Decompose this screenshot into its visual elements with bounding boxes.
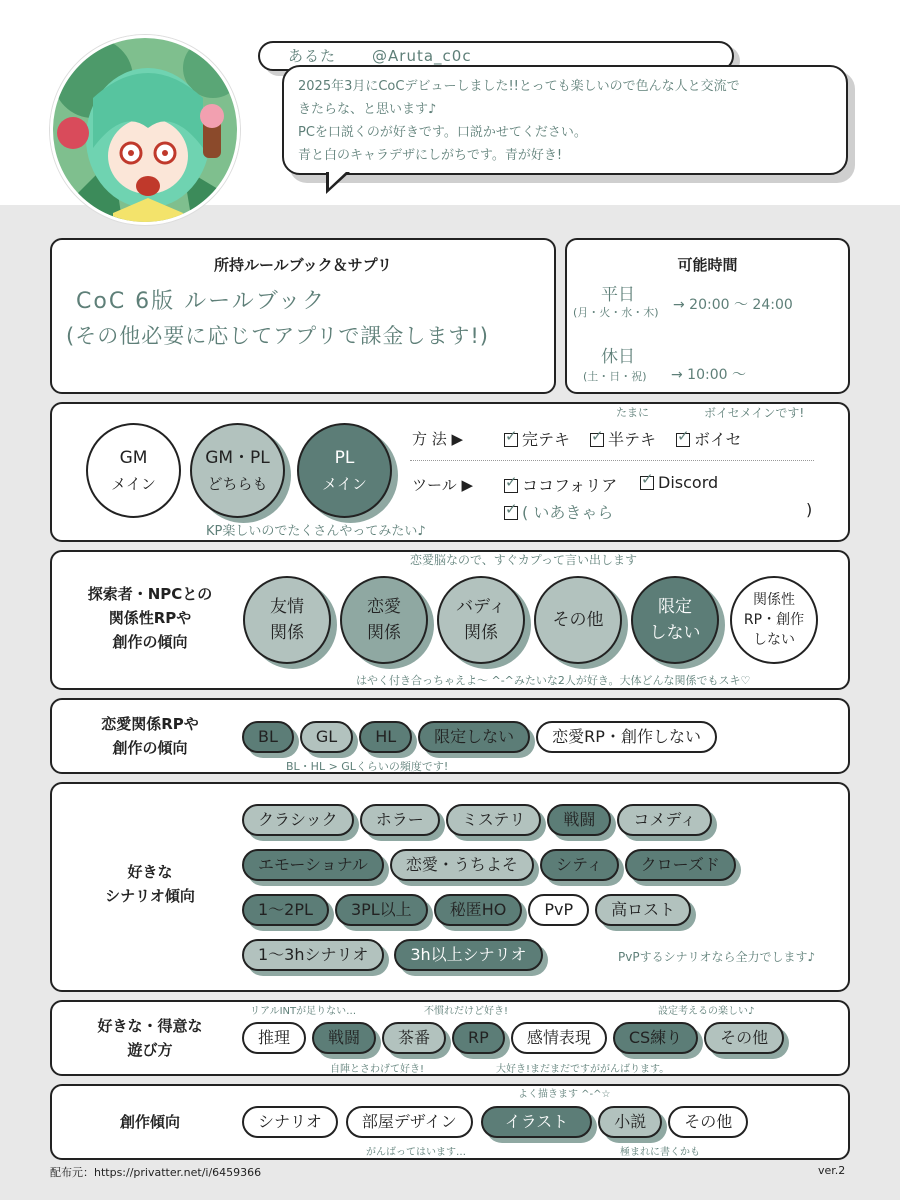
option-text: ( いあきゃら xyxy=(522,503,614,522)
creative-pill: イラスト xyxy=(481,1106,593,1138)
scenario-pill: 秘匿HO xyxy=(434,894,523,926)
tool-close-paren: ) xyxy=(806,500,813,519)
footer-source[interactable]: 配布元：https://privatter.net/i/6459366 xyxy=(50,1166,262,1179)
rulebook-title: 所持ルールブック＆サプリ xyxy=(213,256,393,274)
circle-text: RP・創作 xyxy=(743,612,805,628)
method-option xyxy=(590,427,656,450)
circle-text: 関係 xyxy=(464,623,498,643)
option-text: 完テキ xyxy=(522,430,571,449)
scenario-pill: ミステリ xyxy=(446,804,542,836)
circle-text: しない xyxy=(753,632,795,648)
pill-wrap xyxy=(242,849,384,881)
scenario-pill: ホラー xyxy=(360,804,440,836)
romance-pill-none: 恋愛RP・創作しない xyxy=(536,721,717,753)
romance-pill-bl: BL xyxy=(242,721,294,753)
tool-label: ツール ▶ xyxy=(412,476,474,494)
circle-text: 限定 xyxy=(658,597,692,617)
scenario-pill: 高ロスト xyxy=(595,894,691,926)
romance-pill-gl: GL xyxy=(300,721,353,753)
label-line: 好きな xyxy=(127,863,173,881)
pill-wrap xyxy=(300,721,353,753)
pill-wrap xyxy=(613,1022,698,1054)
creative-pill: 部屋デザイン xyxy=(346,1106,473,1138)
circle-text: その他 xyxy=(552,610,604,630)
rulebook-box xyxy=(50,238,556,394)
pill-wrap xyxy=(418,721,530,753)
bio-bubble xyxy=(282,65,848,175)
relation-unlimited-circle xyxy=(631,576,719,664)
bio-line: PCを口説くのが好きです。口説かせてください。 xyxy=(298,125,587,140)
time-box xyxy=(565,238,850,394)
pill-wrap xyxy=(528,894,589,926)
rulebook-line2: (その他必要に応じてアプリで課金します!) xyxy=(66,324,489,348)
relation-buddy-circle xyxy=(437,576,525,664)
pill-wrap xyxy=(382,1022,446,1054)
pill-wrap xyxy=(481,1106,593,1138)
play-note: 設定考えるの楽しい♪ xyxy=(658,1006,755,1017)
method-label: 方 法 ▶ xyxy=(412,430,464,448)
scenario-pill: 3PL以上 xyxy=(335,894,428,926)
pill-wrap xyxy=(242,804,354,836)
bubble-tail-inner xyxy=(329,171,347,188)
relation-friendship-circle xyxy=(243,576,331,664)
circle-text: 関係 xyxy=(270,623,304,643)
label-line: 関係性RPや xyxy=(108,609,192,627)
pill-wrap xyxy=(598,1106,662,1138)
scenario-pill: 恋愛・うちよそ xyxy=(390,849,534,881)
creative-pill: シナリオ xyxy=(242,1106,338,1138)
option-text: Discord xyxy=(658,473,719,492)
dotted-divider xyxy=(410,460,814,461)
checkbox-checked-icon xyxy=(504,433,518,447)
method-note-voice: ボイセメインです! xyxy=(704,406,805,420)
scenario-pill: PvP xyxy=(528,894,589,926)
pill-wrap xyxy=(625,849,736,881)
method-option xyxy=(676,427,742,450)
label-line: 探索者・NPCとの xyxy=(87,585,213,603)
weekday-label: 平日 xyxy=(601,285,635,305)
pill-wrap xyxy=(242,1106,338,1138)
scenario-note: PvPするシナリオなら全力でします♪ xyxy=(618,950,816,964)
weekday-days: (月・火・水・木) xyxy=(573,306,659,319)
relation-note-top: 恋愛脳なので、すぐカプって言い出します xyxy=(410,553,638,567)
label-line: 恋愛関係RPや xyxy=(101,715,199,733)
pill-wrap xyxy=(242,939,384,971)
creative-note: 極まれに書くかも xyxy=(620,1147,700,1158)
label-line: 創作の傾向 xyxy=(112,739,188,757)
pill-wrap xyxy=(390,849,534,881)
circle-text: GM・PL xyxy=(205,447,270,468)
option-text: 半テキ xyxy=(608,430,657,449)
pill-wrap xyxy=(540,849,619,881)
creative-label: 創作傾向 xyxy=(119,1113,180,1131)
holiday-time: → 10:00 ～ xyxy=(671,367,746,383)
method-option xyxy=(504,427,570,450)
bio-line: 2025年3月にCoCデビューしました!!とっても楽しいので色んな人と交流で xyxy=(298,79,740,94)
scenario-row-2 xyxy=(242,849,736,881)
checkbox-checked-icon xyxy=(676,433,690,447)
option-text: ココフォリア xyxy=(522,476,618,495)
option-text: ボイセ xyxy=(694,430,742,449)
profile-handle: @Aruta_c0c xyxy=(372,47,472,65)
scenario-row-4 xyxy=(242,939,543,971)
play-label xyxy=(62,1014,238,1062)
relation-other-circle xyxy=(534,576,622,664)
method-note-occasionally: たまに xyxy=(616,406,649,419)
romance-note: BL・HL > GLくらいの頻度です! xyxy=(286,760,449,773)
play-note: リアルINTが足りない… xyxy=(250,1006,357,1017)
romance-label xyxy=(62,712,238,760)
circle-text: 友情 xyxy=(270,597,304,617)
scenario-pill: クローズド xyxy=(625,849,736,881)
play-pill: 推理 xyxy=(242,1022,306,1054)
circle-text: メイン xyxy=(322,474,367,493)
gm-pl-both-circle xyxy=(190,423,285,518)
scenario-pill: 戦闘 xyxy=(547,804,611,836)
creative-pill: その他 xyxy=(668,1106,748,1138)
pill-wrap xyxy=(312,1022,376,1054)
pill-wrap xyxy=(452,1022,505,1054)
footer-version: ver.2 xyxy=(818,1164,846,1177)
checkbox-checked-icon xyxy=(590,433,604,447)
time-title: 可能時間 xyxy=(677,256,738,274)
label-line: 創作の傾向 xyxy=(112,633,188,651)
creative-note: がんばってはいます… xyxy=(366,1147,466,1158)
tool-option-other xyxy=(504,500,613,523)
pill-wrap xyxy=(547,804,611,836)
scenario-pill: エモーショナル xyxy=(242,849,384,881)
scenario-row-3 xyxy=(242,894,691,926)
profile-name: あるた xyxy=(288,47,337,65)
pill-wrap xyxy=(360,804,440,836)
play-note: 不慣れだけど好き! xyxy=(424,1006,509,1017)
scenario-pill: クラシック xyxy=(242,804,354,836)
circle-text: PL xyxy=(334,447,355,468)
pill-wrap xyxy=(434,894,523,926)
circle-text: メイン xyxy=(111,474,156,493)
pill-wrap xyxy=(242,721,294,753)
scenario-pill: 1～3hシナリオ xyxy=(242,939,384,971)
play-pill: 感情表現 xyxy=(511,1022,607,1054)
romance-pill-unlimited: 限定しない xyxy=(418,721,530,753)
checkbox-checked-icon xyxy=(504,506,518,520)
label-line: 遊び方 xyxy=(127,1041,173,1059)
rulebook-line1: CoC 6版 ルールブック xyxy=(76,289,327,314)
relation-note-bottom: はやく付き合っちゃえよ～ ^-^みたいな2人が好き。大体どんな関係でもスキ♡ xyxy=(356,674,751,687)
relation-romance-circle xyxy=(340,576,428,664)
pill-wrap xyxy=(242,1022,306,1054)
checkbox-checked-icon xyxy=(640,476,654,490)
play-pills xyxy=(242,1022,784,1054)
creative-pills xyxy=(242,1106,748,1138)
pill-wrap xyxy=(359,721,412,753)
holiday-days: (土・日・祝) xyxy=(583,370,647,383)
pill-wrap xyxy=(346,1106,473,1138)
circle-text: しない xyxy=(649,623,701,643)
play-note: 自陣とさわげて好き! xyxy=(330,1064,425,1075)
avatar xyxy=(50,35,240,225)
scenario-pill: 3h以上シナリオ xyxy=(394,939,542,971)
circle-text: バディ xyxy=(456,597,506,617)
role-note: KP楽しいのでたくさんやってみたい♪ xyxy=(206,524,426,539)
holiday-label: 休日 xyxy=(601,347,635,367)
pill-wrap xyxy=(595,894,691,926)
creative-pill: 小説 xyxy=(598,1106,662,1138)
creative-note: よく描きます ^-^☆ xyxy=(518,1089,611,1100)
pill-wrap xyxy=(668,1106,748,1138)
tool-option xyxy=(640,473,718,492)
checkbox-checked-icon xyxy=(504,479,518,493)
romance-pill-hl: HL xyxy=(359,721,412,753)
label-line: 好きな・得意な xyxy=(97,1017,203,1035)
circle-text: 関係性 xyxy=(753,592,795,608)
play-pill: 戦闘 xyxy=(312,1022,376,1054)
pill-wrap xyxy=(335,894,428,926)
pill-wrap xyxy=(617,804,712,836)
relation-none-circle xyxy=(730,576,818,664)
label-line: シナリオ傾向 xyxy=(105,887,195,905)
play-pill: RP xyxy=(452,1022,505,1054)
pl-main-circle xyxy=(297,423,392,518)
pill-wrap xyxy=(511,1022,607,1054)
bio-line: きたらな、と思います♪ xyxy=(298,102,437,117)
play-pill: 茶番 xyxy=(382,1022,446,1054)
circle-text: 恋愛 xyxy=(367,597,401,617)
pill-wrap xyxy=(242,894,329,926)
scenario-label xyxy=(62,860,238,908)
scenario-pill: 1～2PL xyxy=(242,894,329,926)
relation-label xyxy=(62,582,238,654)
gm-main-circle xyxy=(86,423,181,518)
circle-text: GM xyxy=(119,447,148,468)
weekday-time: → 20:00 ～ 24:00 xyxy=(673,297,793,313)
romance-pills xyxy=(242,721,717,753)
play-pill: その他 xyxy=(704,1022,784,1054)
scenario-pill: シティ xyxy=(540,849,619,881)
pill-wrap xyxy=(536,721,717,753)
circle-text: 関係 xyxy=(367,623,401,643)
tool-option xyxy=(504,473,617,496)
circle-text: どちらも xyxy=(207,474,268,493)
scenario-pill: コメディ xyxy=(617,804,712,836)
pill-wrap xyxy=(704,1022,784,1054)
play-note: 大好き!まだまだですががんばります。 xyxy=(496,1064,670,1075)
play-pill: CS練り xyxy=(613,1022,698,1054)
pill-wrap xyxy=(446,804,542,836)
scenario-row-1 xyxy=(242,804,712,836)
bio-line: 青と白のキャラデザにしがちです。青が好き! xyxy=(298,148,563,163)
pill-wrap xyxy=(394,939,542,971)
